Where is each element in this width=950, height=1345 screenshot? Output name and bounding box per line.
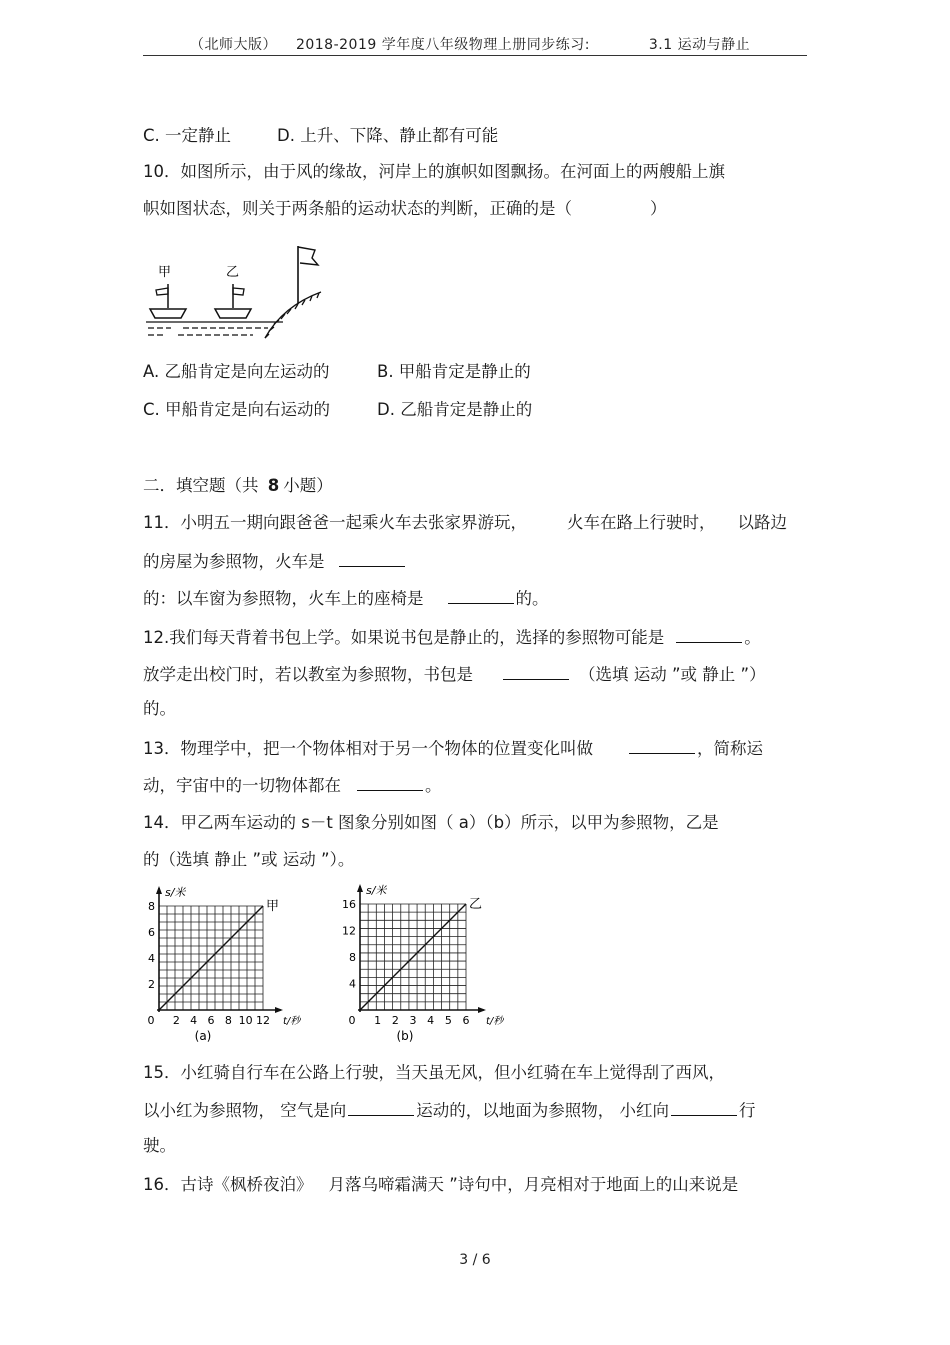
chart-b-x-tick-label: 5 <box>444 1014 452 1027</box>
chart-b-y-arrow-icon <box>357 884 363 892</box>
q10-line1: 10．如图所示，由于风的缘故，河岸上的旗帜如图飘扬。在河面上的两艘船上旗 <box>143 162 725 181</box>
st-chart-a <box>140 880 315 1050</box>
chart-a-x-tick-label: 0 <box>147 1014 155 1027</box>
chart-b-x-tick-label: 3 <box>409 1014 417 1027</box>
q11-line2 <box>143 550 407 572</box>
section-title-suffix: 小题） <box>283 476 333 495</box>
chart-a-series-label: 甲 <box>266 899 280 914</box>
chart-a-y-tick-label: 2 <box>148 978 155 991</box>
st-chart-b <box>335 880 515 1050</box>
chart-b-x-tick-label: 1 <box>374 1014 382 1027</box>
water-icon <box>146 322 283 335</box>
q15-line2c: 行 <box>739 1101 756 1120</box>
chart-a-x-tick-label: 4 <box>190 1014 198 1027</box>
q11-line3b: 的。 <box>515 589 549 608</box>
chart-b-x-tick-label: 4 <box>427 1014 435 1027</box>
q10-stem: 帜如图状态，则关于两条船的运动状态的判断，正确的是（ <box>143 199 572 218</box>
q11-line3a: 的：以车窗为参照物，火车上的座椅是 <box>143 589 424 608</box>
q13-line2a: 动，宇宙中的一切物体都在 <box>143 776 341 795</box>
boat-yi-label: 乙 <box>226 265 240 280</box>
q14-line2: 的（选填 静止 ”或 运动 ”）。 <box>143 850 355 869</box>
chart-a-x-tick-label: 6 <box>207 1014 215 1027</box>
q12-line1 <box>143 626 761 648</box>
page-number: 3 / 6 <box>459 1252 491 1268</box>
q12-line2b: （选填 运动 ”或 静止 ”） <box>579 665 766 684</box>
q13-blank-2[interactable] <box>357 774 423 791</box>
chart-b-caption: (b) <box>396 1029 414 1043</box>
chart-a-x-arrow-icon <box>275 1007 283 1013</box>
chart-b-x-tick-label: 0 <box>348 1014 356 1027</box>
shore-flag-icon <box>298 246 318 304</box>
header-year: 2018-2019 学年度八年级物理上册同步练习: <box>295 37 590 53</box>
q11-line1 <box>143 513 787 533</box>
chart-a-x-tick-label: 2 <box>172 1014 180 1027</box>
q15-blank-2[interactable] <box>671 1099 737 1116</box>
q13-line2 <box>143 774 442 796</box>
q10-option-b: B. 甲船肯定是静止的 <box>377 362 531 381</box>
chart-b-y-tick-label: 16 <box>342 898 356 911</box>
page-header <box>190 34 764 54</box>
section-title-prefix: 二．填空题（共 <box>143 476 259 495</box>
q12-line3: 的。 <box>143 699 176 718</box>
chart-b-y-tick-label: 4 <box>349 977 356 991</box>
boat-jia-icon <box>150 309 186 318</box>
q15-line2a: 以小红为参照物， 空气是向 <box>143 1101 347 1120</box>
q11-line1a: 11．小明五一期向跟爸爸一起乘火车去张家界游玩， <box>143 513 527 532</box>
shore-icon <box>265 292 321 338</box>
chart-b-x-arrow-icon <box>478 1007 486 1013</box>
header-section: 3.1 运动与静止 <box>648 37 751 53</box>
chart-a-x-axis-label: t/秒 <box>283 1016 301 1027</box>
q10-line2 <box>143 199 667 219</box>
q12-line2 <box>143 663 766 685</box>
q11-blank-2[interactable] <box>448 587 514 604</box>
q12-line1a: 12.我们每天背着书包上学。如果说书包是静止的，选择的参照物可能是 <box>143 628 665 647</box>
q9-option-d: D. 上升、下降、静止都有可能 <box>277 126 499 145</box>
q9-option-c: C. 一定静止 <box>143 126 232 145</box>
chart-a-caption: (a) <box>194 1029 212 1043</box>
boat-yi-icon <box>215 309 251 318</box>
q14-line1: 14．甲乙两车运动的 s－t 图象分别如图（ a）（b）所示，以甲为参照物，乙是 <box>143 813 719 832</box>
q12-line1b: 。 <box>744 628 761 647</box>
q12-blank-1[interactable] <box>676 626 742 643</box>
q13-line1b: ，简称运 <box>697 739 763 758</box>
q15-line1: 15．小红骑自行车在公路上行驶，当天虽无风，但小红骑在车上觉得刮了西风， <box>143 1063 725 1082</box>
chart-a-x-tick-label: 12 <box>256 1014 270 1027</box>
q13-line1a: 13．物理学中，把一个物体相对于另一个物体的位置变化叫做 <box>143 739 593 758</box>
q10-option-d: D. 乙船肯定是静止的 <box>377 400 533 419</box>
chart-a-x-tick-label: 8 <box>224 1014 232 1027</box>
boat-jia-flag-icon <box>156 284 168 308</box>
chart-b-y-axis-label: s/米 <box>366 884 387 897</box>
chart-a-y-tick-label: 6 <box>148 926 155 939</box>
section-title-count: 8 <box>267 476 280 495</box>
chart-a-y-axis-label: s/米 <box>165 886 186 899</box>
chart-b-x-tick-label: 2 <box>391 1014 399 1027</box>
q13-blank-1[interactable] <box>629 737 695 754</box>
chart-b-series-line <box>360 904 466 1010</box>
q11-line1c: 以路边 <box>737 513 787 532</box>
q15-line2b: 运动的，以地面为参照物， 小红向 <box>416 1101 669 1120</box>
q11-line3 <box>143 587 549 609</box>
q16-line1b: 月落乌啼霜满天 ”诗句中，月亮相对于地面上的山来说是 <box>328 1175 739 1194</box>
chart-b-x-axis-label: t/秒 <box>486 1016 504 1027</box>
chart-b-x-tick-label: 6 <box>462 1014 470 1027</box>
q15-line2 <box>143 1099 756 1121</box>
chart-b-y-tick-label: 12 <box>342 924 356 938</box>
chart-a-y-arrow-icon <box>156 886 162 894</box>
q13-line2b: 。 <box>425 776 442 795</box>
q16-line1a: 16．古诗《枫桥夜泊》 <box>143 1175 313 1194</box>
q10-option-c: C. 甲船肯定是向右运动的 <box>143 400 331 419</box>
q11-line2-text: 的房屋为参照物，火车是 <box>143 552 325 571</box>
q13-line1 <box>143 737 763 759</box>
q11-line1b: 火车在路上行驶时， <box>567 513 716 532</box>
header-rule <box>143 55 807 56</box>
q12-blank-2[interactable] <box>503 663 569 680</box>
header-edition: （北师大版） <box>190 37 277 53</box>
q12-line2a: 放学走出校门时，若以教室为参照物，书包是 <box>143 665 473 684</box>
q15-line3: 驶。 <box>143 1136 176 1155</box>
q16-line1 <box>143 1175 738 1195</box>
q11-blank-1[interactable] <box>339 550 405 567</box>
chart-b-series-label: 乙 <box>469 897 483 912</box>
chart-b-y-tick-label: 8 <box>349 951 356 964</box>
q10-boats-figure <box>143 238 328 348</box>
q10-option-a: A. 乙船肯定是向左运动的 <box>143 362 330 381</box>
section-title <box>143 476 333 496</box>
q10-paren-close: ） <box>650 199 667 218</box>
boat-yi-flag-icon <box>233 284 244 308</box>
chart-a-y-tick-label: 4 <box>148 952 155 965</box>
boat-jia-label: 甲 <box>158 265 172 280</box>
q15-blank-1[interactable] <box>348 1099 414 1116</box>
chart-a-x-tick-label: 10 <box>238 1014 253 1027</box>
chart-a-y-tick-label: 8 <box>148 900 155 913</box>
